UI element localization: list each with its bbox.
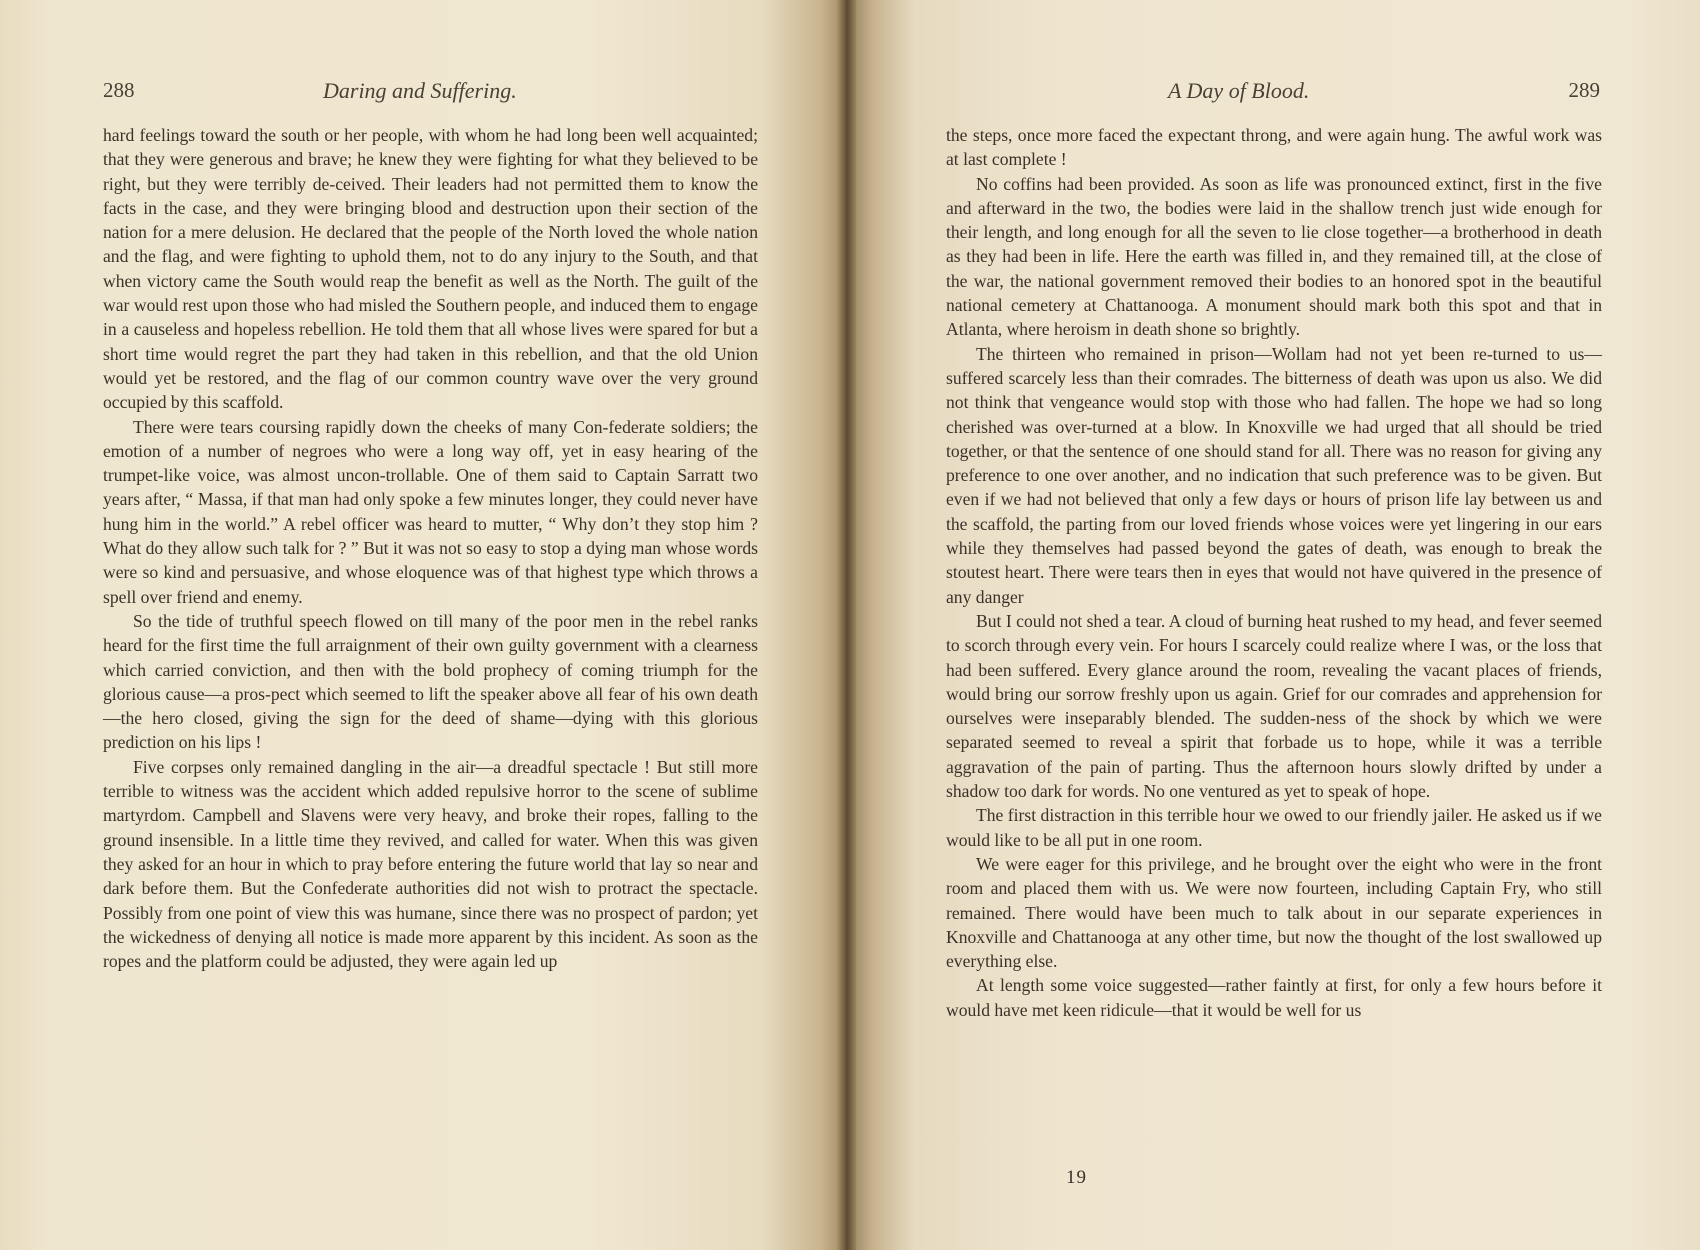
paragraph: Five corpses only remained dangling in the air—a dreadful spectacle ! But still more terrible to witness was the accident which added repulsive horror to the scene of sublime martyrdom. Campbell and Slavens were very heavy, and broke their ropes, falling to the ground insensible. In a little time they revived, and called for water. When this was given they asked for an hour in which to pray before entering the future world that lay so near and dark before them. But the Confederate authorities did not wish to protract the spectacle. Possibly from one point of view this was humane, since there was no prospect of pardon; yet the wickedness of denying all notice is made more apparent by this incident. As soon as the ropes and the platform could be adjusted, they were again led up <box>103 756 758 972</box>
paragraph: We were eager for this privilege, and he brought over the eight who were in the front room and placed them with us. We were now fourteen, including Captain Fry, who still remained. There would have been much to talk about in our separate experiences in Knoxville and Chattanooga at any other time, but now the thought of the lost swallowed up everything else. <box>946 853 1602 972</box>
right-page <box>846 0 1700 1250</box>
paragraph: At length some voice suggested—rather faintly at first, for only a few hours before it would have met keen ridicule—that it would be well for us <box>946 975 1602 1020</box>
paragraph: The thirteen who remained in prison—Wollam had not yet been re-turned to us—suffered scarcely less than their comrades. The bitterness of death was upon us also. We did not think that vengeance would stop with those who had fallen. The hope we had so long cherished was over-turned at a blow. In Knoxville we had urged that all should be tried together, or that the sentence of one should stand for all. There was no reason for giving any preference to one over another, and no indication that such preference was to be given. But even if we had not believed that only a few days or hours of prison life lay between us and the scaffold, the parting from our loved friends whose voices were yet lingering in our ears while they themselves had passed beyond the gates of death, was enough to break the stoutest heart. There were tears then in eyes that would not have quivered in the presence of any danger <box>946 343 1602 607</box>
paragraph: But I could not shed a tear. A cloud of burning heat rushed to my head, and fever seemed to scorch through every vein. For hours I scarcely could realize where I was, or the loss that had been suffered. Every glance around the room, revealing the vacant places of friends, would bring our sorrow freshly upon us again. Grief for our comrades and apprehension for ourselves were inseparably blended. The sudden-ness of the shock by which we were separated seemed to reveal a spirit that forbade us to hope, while it was a terrible aggravation of the pain of parting. Thus the afternoon hours slowly drifted by under a shadow too dark for words. No one ventured as yet to speak of hope. <box>946 610 1602 802</box>
page-number: 288 <box>103 78 135 102</box>
left-page <box>0 0 846 1250</box>
paragraph: There were tears coursing rapidly down the cheeks of many Con-federate soldiers; the emotion of a number of negroes who were a long way off, yet in easy hearing of the trumpet-like voice, was almost uncon-trollable. One of them said to Captain Sarratt two years after, “ Massa, if that man had only spoke a few minutes longer, they could never have hung him in the world.” A rebel officer was heard to mutter, “ Why don’t they stop him ? What do they allow such talk for ? ” But it was not so easy to stop a dying man whose words were so kind and persuasive, and whose eloquence was of that highest type which throws a spell over friend and enemy. <box>103 416 758 607</box>
book-gutter <box>836 0 856 1250</box>
left-page-body <box>103 123 758 973</box>
paragraph: No coffins had been provided. As soon as life was pronounced extinct, first in the five and afterward in the two, the bodies were laid in the shallow trench just wide enough for their length, and long enough for all the seven to lie close together—a brotherhood in death as they had been in life. Here the earth was filled in, and they remained till, at the close of the war, the national government removed their bodies to an honored spot in the beautiful national cemetery at Chattanooga. A monument should mark both this spot and that in Atlanta, where heroism in death shone so brightly. <box>946 173 1602 340</box>
paragraph: The first distraction in this terrible hour we owed to our friendly jailer. He asked us if we would like to be all put in one room. <box>946 805 1602 850</box>
right-page-body <box>946 123 1602 1022</box>
paragraph: hard feelings toward the south or her people, with whom he had long been well acquainted; that they were generous and brave; he knew they were fighting for what they believed to be right, but they were terribly de-ceived. Their leaders had not permitted them to know the facts in the case, and they were bringing blood and destruction upon their section of the nation for a mere delusion. He declared that the people of the North loved the whole nation and the flag, and were fighting to uphold them, not to do any injury to the South, and that when victory came the South would reap the benefit as well as the North. The guilt of the war would rest upon those who had misled the Southern people, and induced them to engage in a causeless and hopeless rebellion. He told them that all whose lives were spared for but a short time would regret the part they had taken in this rebellion, and that the old Union would yet be restored, and the flag of our common country wave over the very ground occupied by this scaffold. <box>103 125 758 413</box>
signature-mark: 19 <box>1066 1167 1087 1188</box>
paragraph: the steps, once more faced the expectant throng, and were again hung. The awful work was at last complete ! <box>946 125 1602 170</box>
page-number: 289 <box>1568 78 1600 102</box>
running-head: A Day of Blood. <box>1168 78 1310 103</box>
running-head: Daring and Suffering. <box>323 78 517 103</box>
right-page-header <box>948 78 1600 108</box>
left-page-header <box>103 78 758 108</box>
paragraph: So the tide of truthful speech flowed on till many of the poor men in the rebel ranks heard for the first time the full arraignment of their own guilty government with a clearness which carried conviction, and then with the bold prophecy of coming triumph for the glorious cause—a pros-pect which seemed to lift the speaker above all fear of his own death—the hero closed, giving the sign for the deed of shame—dying with this glorious prediction on his lips ! <box>103 610 758 753</box>
